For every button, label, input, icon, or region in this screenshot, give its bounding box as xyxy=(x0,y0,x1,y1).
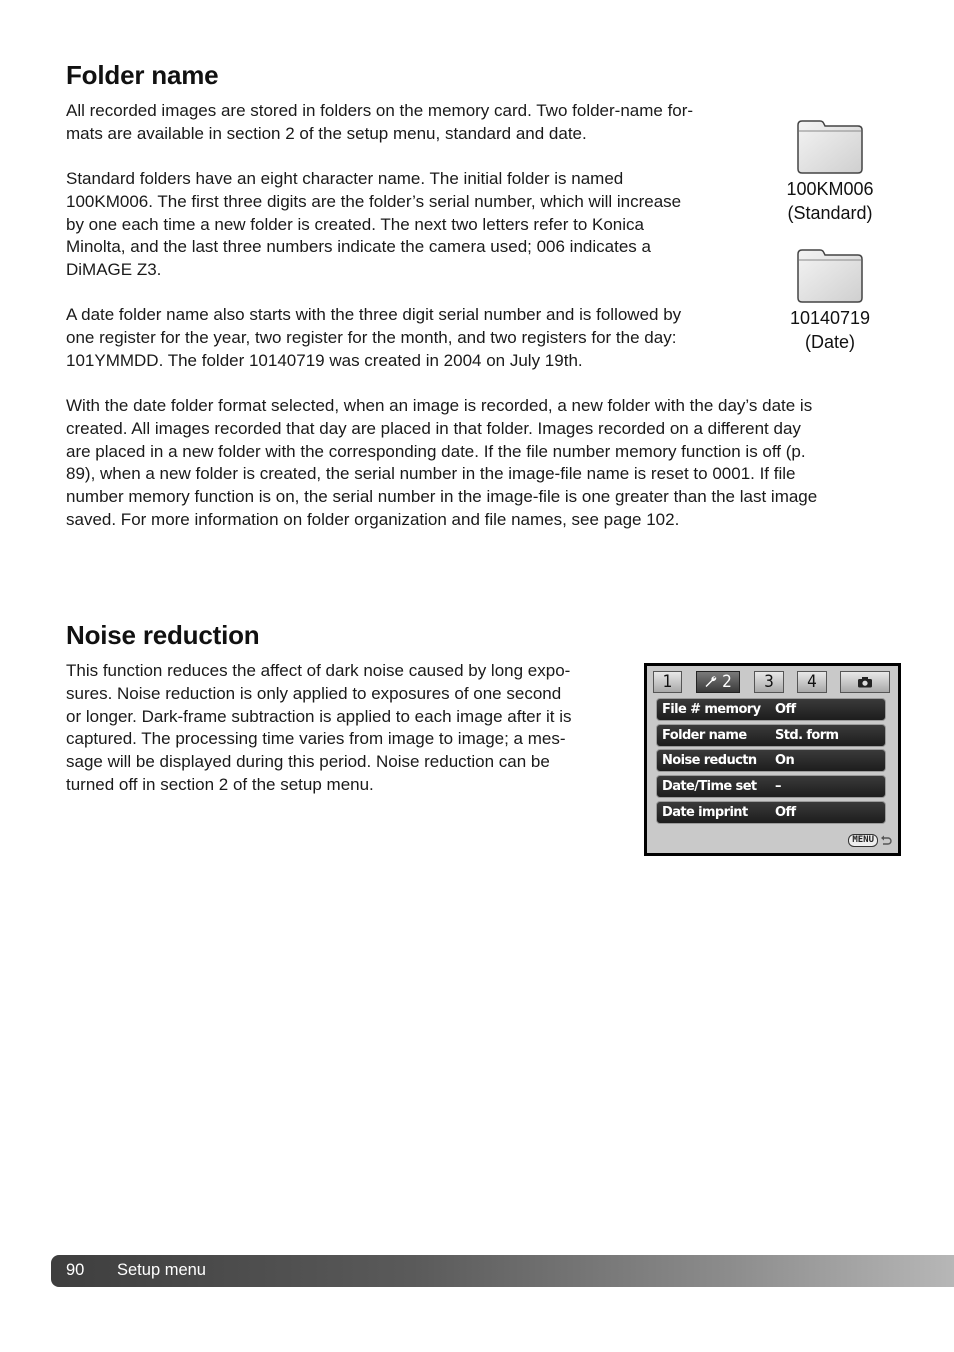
camera-setup-menu xyxy=(644,663,901,856)
return-arrow-icon xyxy=(880,835,892,846)
folder-name-label: 10140719 xyxy=(789,308,871,328)
folder-paragraph-3: A date folder name also starts with the three digit serial number and is followed by one register for the year, two register for the month, and two registers for the day: 101YMMDD. The folder 10140719 was created in 2004 on July 19th. xyxy=(66,305,682,370)
menu-row-noise-reduction[interactable]: Noise reductn On xyxy=(656,749,886,772)
tab-3[interactable]: 3 xyxy=(754,671,784,693)
folder-icon xyxy=(796,248,864,304)
page-number: 90 xyxy=(66,1261,85,1279)
date-folder-figure xyxy=(775,248,885,354)
folder-paragraph-4: With the date folder format selected, when an image is recorded, a new folder with the day’s date is created. All images recorded that day are placed in that folder. Images recorded on a different day are placed in a new folder with the corresponding date. If the file number memory function is off (p. 89), when a new folder is created, the serial number in the image-file name is reset to 0001. If file number memory function is on, the serial number in the image-file is one greater than the last image saved. For more information on folder organization and file names, see page 102. xyxy=(66,396,818,529)
menu-row-file-memory[interactable]: File # memory Off xyxy=(656,698,886,721)
menu-row-folder-name[interactable]: Folder name Std. form xyxy=(656,724,886,747)
folder-type-label: (Date) xyxy=(804,332,855,352)
menu-button[interactable]: MENU xyxy=(848,834,878,847)
menu-row-date-time[interactable]: Date/Time set – xyxy=(656,775,886,798)
page-footer xyxy=(51,1255,954,1287)
section-name: Setup menu xyxy=(117,1261,206,1279)
standard-folder-figure xyxy=(775,119,885,225)
folder-paragraph-2: Standard folders have an eight character name. The initial folder is named 100KM006. The first three digits are the folder’s serial number, which will increase by one each time a new folder is created. The next two letters refer to Konica Minolta, and the last three numbers indicate the camera used; 006 indicates a DiMAGE Z3. xyxy=(66,169,682,280)
tab-1[interactable]: 1 xyxy=(653,671,682,693)
camera-icon xyxy=(857,676,873,688)
tab-4[interactable]: 4 xyxy=(797,671,827,693)
menu-row-date-imprint[interactable]: Date imprint Off xyxy=(656,801,886,824)
tab-2[interactable]: 2 xyxy=(696,671,740,693)
folder-icon xyxy=(796,119,864,175)
folder-type-label: (Standard) xyxy=(787,203,873,223)
menu-footer xyxy=(848,834,892,847)
tab-camera[interactable] xyxy=(840,671,890,693)
noise-paragraph: This function reduces the affect of dark noise caused by long expo- sures. Noise reduction is only applied to exposures of one second or longer. Dark-frame subtraction is applied to each image after it is captured. The processing time varies from image to image; a mes- sage will be displayed during this period. Noise reduction can be turned off in section 2 of the setup menu. xyxy=(66,661,572,794)
folder-name-heading: Folder name xyxy=(66,60,219,90)
folder-name-label: 100KM006 xyxy=(786,179,874,199)
wrench-icon xyxy=(704,675,717,688)
noise-reduction-heading: Noise reduction xyxy=(66,620,260,650)
folder-paragraph-1: All recorded images are stored in folders on the memory card. Two folder-name for- mats are available in section 2 of the setup menu, standard and date. xyxy=(66,101,694,143)
